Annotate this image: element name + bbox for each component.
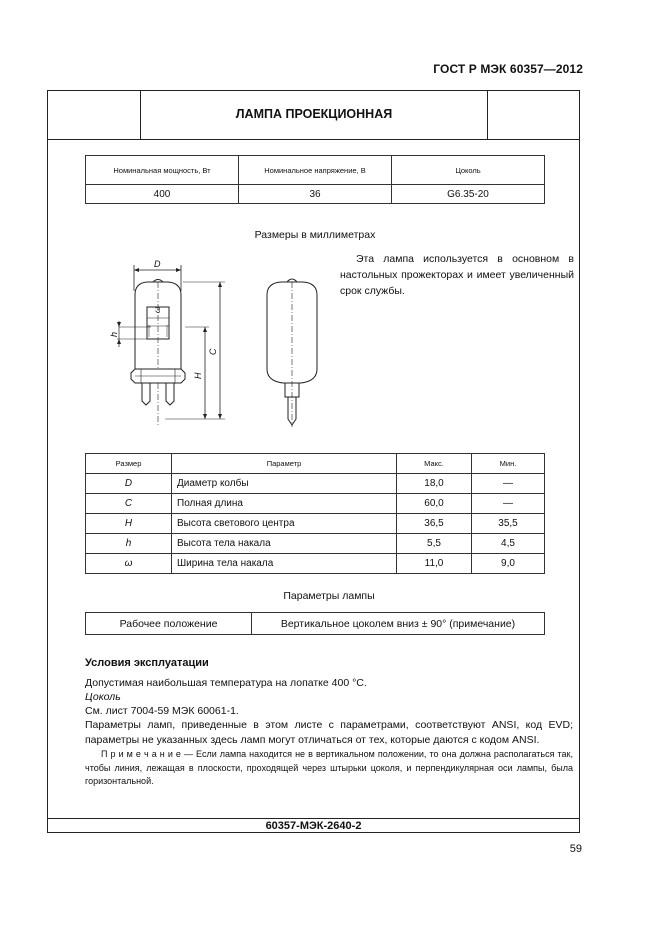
table-row — [86, 554, 545, 574]
row-symbol: C — [86, 494, 172, 514]
row-parameter: Диаметр колбы — [172, 474, 397, 494]
cap-heading: Цоколь — [85, 691, 121, 703]
row-max: 5,5 — [397, 534, 472, 554]
note-label: П р и м е ч а н и е — [101, 749, 181, 759]
row-min: — — [472, 474, 545, 494]
row-parameter: Полная длина — [172, 494, 397, 514]
note-text: — Если лампа находится не в вертикальном положении, то она должна располагаться так, чтобы линия, лежащая в плоскости, проходящей через штырьки цоколя, и перпендикулярная оси лампы, была горизонтальной. — [85, 749, 573, 786]
lamp-drawing — [105, 255, 335, 435]
dimension-table — [85, 453, 545, 574]
row-parameter: Высота тела накала — [172, 534, 397, 554]
cap-reference: См. лист 7004-59 МЭК 60061-1. — [85, 705, 239, 717]
row-max: 36,5 — [397, 514, 472, 534]
page-number: 59 — [569, 843, 582, 855]
operating-position-value: Вертикальное цоколем вниз ± 90° (примечание) — [252, 613, 545, 635]
sheet-code: 60357-МЭК-2640-2 — [265, 820, 362, 832]
table-row — [86, 474, 545, 494]
conditions-temperature: Допустимая наибольшая температура на лопатке 400 °С. — [85, 677, 367, 689]
table-row — [86, 494, 545, 514]
header-parameter: Параметр — [172, 454, 397, 474]
row-parameter: Высота светового центра — [172, 514, 397, 534]
sheet-title: ЛАМПА ПРОЕКЦИОННАЯ — [235, 107, 393, 121]
row-parameter: Ширина тела накала — [172, 554, 397, 574]
dimensions-caption: Размеры в миллиметрах — [254, 229, 376, 241]
header-min: Мин. — [472, 454, 545, 474]
row-max: 60,0 — [397, 494, 472, 514]
lamp-params-caption: Параметры лампы — [283, 590, 375, 602]
footer-divider — [47, 818, 580, 819]
table-row — [86, 514, 545, 534]
header-voltage: Номинальное напряжение, В — [239, 156, 392, 185]
header-power: Номинальная мощность, Вт — [86, 156, 239, 185]
ansi-paragraph: Параметры ламп, приведенные в этом листе с параметрами, соответствуют ANSI, код EVD; параметры не указанных здесь ламп могут отличаться от тех, которые даются с кодом ANSI. — [85, 719, 573, 746]
operating-position-table — [85, 612, 545, 635]
lamp-description: Эта лампа используется в основном в настольных прожекторах и имеет увеличенный срок службы. — [340, 253, 574, 297]
value-cap: G6.35-20 — [392, 185, 545, 204]
label-C: C — [208, 348, 218, 355]
row-symbol: ω — [86, 554, 172, 574]
row-min: 35,5 — [472, 514, 545, 534]
row-symbol: D — [86, 474, 172, 494]
row-max: 11,0 — [397, 554, 472, 574]
label-omega: ω — [153, 306, 162, 313]
label-h: h — [109, 331, 119, 337]
operating-position-label: Рабочее положение — [86, 613, 252, 635]
row-symbol: h — [86, 534, 172, 554]
note-paragraph — [85, 748, 573, 789]
header-size: Размер — [86, 454, 172, 474]
row-min: — — [472, 494, 545, 514]
table-row — [86, 534, 545, 554]
value-power: 400 — [86, 185, 239, 204]
header-max: Макс. — [397, 454, 472, 474]
standard-number: ГОСТ Р МЭК 60357—2012 — [433, 62, 583, 76]
row-min: 9,0 — [472, 554, 545, 574]
row-symbol: H — [86, 514, 172, 534]
label-D: D — [154, 259, 161, 269]
label-H: H — [193, 372, 203, 379]
row-max: 18,0 — [397, 474, 472, 494]
row-min: 4,5 — [472, 534, 545, 554]
header-cap: Цоколь — [392, 156, 545, 185]
conditions-heading: Условия эксплуатации — [85, 657, 209, 669]
ratings-table — [85, 155, 545, 204]
value-voltage: 36 — [239, 185, 392, 204]
